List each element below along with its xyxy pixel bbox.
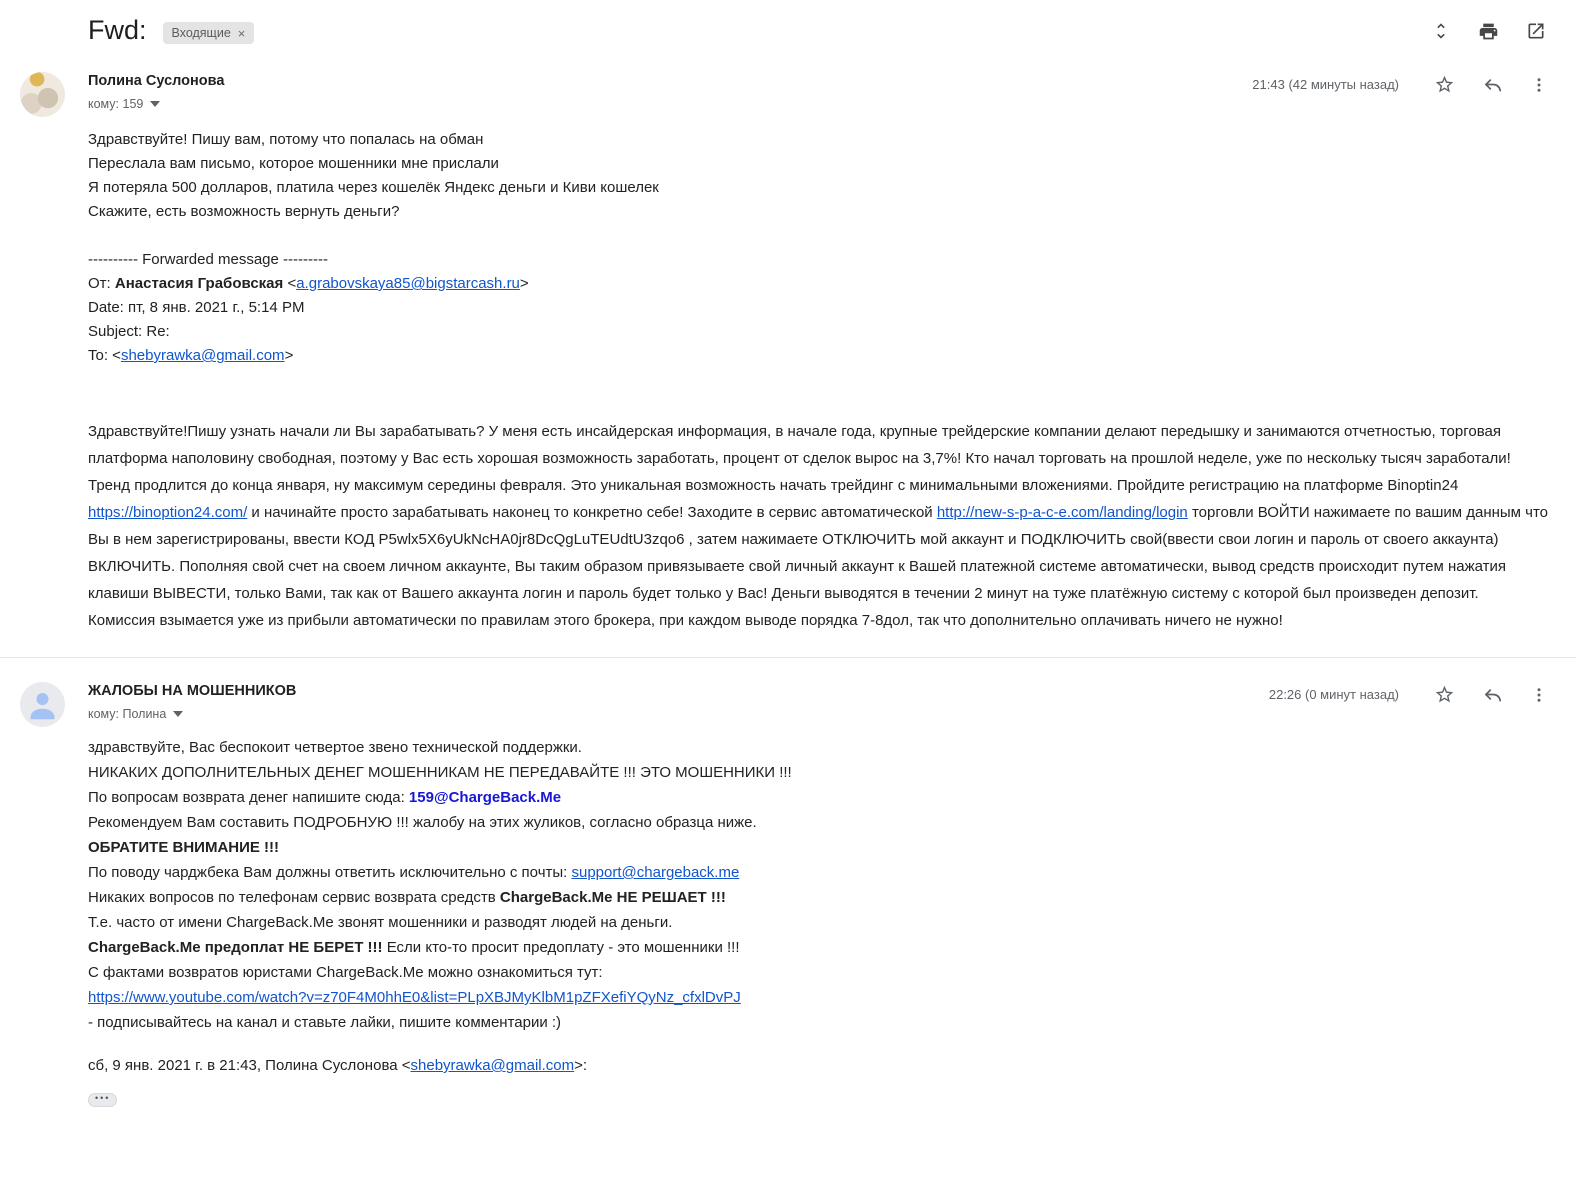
text-segment: ChargeBack.Me НЕ РЕШАЕТ !!!	[499, 889, 726, 906]
text-line	[88, 910, 1548, 935]
message-2-header	[88, 682, 1548, 721]
inline-link[interactable]: shebyrawka@gmail.com	[410, 1057, 575, 1074]
forwarded-message-body	[88, 418, 1548, 634]
message-1-actions	[1252, 74, 1548, 95]
message-1-body	[88, 128, 1548, 634]
text-line	[88, 176, 1548, 200]
sender-name: ЖАЛОБЫ НА МОШЕННИКОВ	[88, 683, 297, 699]
remove-label-icon[interactable]: ×	[237, 25, 246, 41]
show-trimmed-content-button[interactable]	[88, 1093, 117, 1107]
star-icon	[1434, 74, 1455, 95]
sender-avatar[interactable]	[20, 72, 65, 117]
text-line	[88, 272, 1548, 296]
text-segment: Здравствуйте!Пишу узнать начали ли Вы зарабатывать? У меня есть инсайдерская информация, в начале года, крупные трейдерские компании делают передышку и занимаются отчетностью, торговая платформа наполовину свободная, поэтому у Вас есть хорошая возможность заработать, процент от сделок вырос на 3,7%! Кто начал торговать на прошлой неделе, уже по нескольку тысяч заработали! Тренд продлится до конца января, ну максимум середины февраля. Это уникальная возможность начать трейдинг с минимальными вложениями. Пройдите регистрацию на платформе Binoptin24	[88, 423, 1511, 494]
text-segment: Рекомендуем Вам составить ПОДРОБНУЮ !!! жалобу на этих жуликов, согласно образца ниже.	[88, 814, 757, 831]
sender-avatar-default[interactable]	[20, 682, 65, 727]
message-1-header	[88, 72, 1548, 111]
text-segment: сб, 9 янв. 2021 г. в 21:43, Полина Суслонова <	[88, 1057, 411, 1074]
text-line	[88, 785, 1548, 810]
text-segment: Переслала вам письмо, которое мошенники мне прислали	[88, 155, 499, 172]
text-segment: 159@ChargeBack.Me	[408, 789, 562, 806]
text-line	[88, 760, 1548, 785]
text-line	[88, 128, 1548, 152]
text-segment: здравствуйте, Вас беспокоит четвертое звено технической поддержки.	[88, 739, 582, 756]
inline-link[interactable]: https://binoption24.com/	[88, 504, 248, 521]
reply-button[interactable]	[1482, 684, 1503, 705]
sender-name: Полина Суслонова	[88, 73, 225, 89]
inline-link[interactable]: a.grabovskaya85@bigstarcash.ru	[296, 275, 520, 292]
inline-link[interactable]: shebyrawka@gmail.com	[120, 347, 285, 364]
print-button[interactable]	[1478, 21, 1499, 42]
recipient-label: кому: Полина	[88, 707, 167, 721]
message-2	[0, 682, 1576, 1111]
show-details-icon[interactable]	[171, 709, 185, 719]
show-details-icon[interactable]	[148, 99, 162, 109]
trimmed-content-icon: •••	[95, 1092, 111, 1103]
text-line	[88, 296, 1548, 320]
inbox-label-text: Входящие	[171, 26, 231, 40]
timestamp: 21:43 (42 минуты назад)	[1252, 77, 1399, 92]
inline-link[interactable]: http://new-s-p-a-c-e.com/landing/login	[936, 504, 1188, 521]
message-2-text	[88, 735, 1548, 1035]
text-line	[88, 320, 1548, 344]
star-button[interactable]	[1434, 684, 1455, 705]
text-segment: ---------- Forwarded message ---------	[88, 251, 328, 268]
print-icon	[1478, 21, 1499, 42]
text-line	[88, 810, 1548, 835]
text-segment: <	[283, 275, 297, 292]
text-segment: Если кто-то просит предоплату - это мошенники !!!	[382, 939, 740, 956]
text-line	[88, 985, 1548, 1010]
text-line	[88, 860, 1548, 885]
text-segment: - подписывайтесь на канал и ставьте лайки, пишите комментарии :)	[88, 1014, 562, 1031]
text-segment: торговли ВОЙТИ нажимаете по вашим данным что Вы в нем зарегистрированы, ввести КОД P5wlx5X6yUkNcHA0jr8DcQgLuTEUdtU3zqo6 , затем нажимаете ОТКЛЮЧИТЬ мой аккаунт и ПОДКЛЮЧИТЬ свой(ввести свои логин и пароль от своего аккаунта) ВКЛЮЧИТЬ. Пополняя свой счет на своем личном аккаунте, Вы таким образом привязываете свой личный аккаунт к Вашей платежной системе автоматически, вывод средств происходит путем нажатия клавиши ВЫВЕСТИ, только Вами, так как от Вашего аккаунта логин и пароль будет только у Вас! Деньги выводятся в течении 2 минут на туже платёжную систему с которой был произведен депозит. Комиссия взымается уже из прибыли автоматически по правилам этого брокера, при каждом выводе порядка 7-8дол, так что дополнительно оплачивать ничего не нужно!	[88, 504, 1549, 629]
text-segment: От:	[88, 275, 115, 292]
text-segment: С фактами возвратов юристами ChargeBack.Me можно ознакомиться тут:	[88, 964, 603, 981]
more-options-button[interactable]	[1530, 76, 1548, 94]
text-line	[88, 152, 1548, 176]
inbox-label-chip[interactable]	[163, 22, 255, 44]
text-segment: ОБРАТИТЕ ВНИМАНИЕ !!!	[88, 839, 280, 856]
open-in-new-icon	[1526, 21, 1546, 41]
text-segment: Скажите, есть возможность вернуть деньги?	[88, 203, 400, 220]
more-vert-icon	[1530, 76, 1548, 94]
text-segment: По вопросам возврата денег напишите сюда:	[88, 789, 409, 806]
text-segment: Никаких вопросов по телефонам сервис возврата средств	[88, 889, 500, 906]
inline-link[interactable]: https://www.youtube.com/watch?v=z70F4M0hhE0&list=PLpXBJMyKlbM1pZFXefiYQyNz_cfxlDvPJ	[88, 989, 741, 1006]
text-line	[88, 885, 1548, 910]
text-line	[88, 835, 1548, 860]
text-line	[88, 960, 1548, 985]
message-1	[0, 72, 1576, 634]
text-line	[88, 935, 1548, 960]
more-options-button[interactable]	[1530, 686, 1548, 704]
message-2-body	[88, 735, 1548, 1111]
text-segment: Я потеряла 500 долларов, платила через кошелёк Яндекс деньги и Киви кошелек	[88, 179, 659, 196]
timestamp: 22:26 (0 минут назад)	[1268, 687, 1399, 702]
text-segment: Т.е. часто от имени ChargeBack.Me звонят мошенники и разводят людей на деньги.	[88, 914, 673, 931]
expand-all-button[interactable]	[1431, 21, 1451, 41]
message-1-text	[88, 128, 1548, 224]
text-segment: НИКАКИХ ДОПОЛНИТЕЛЬНЫХ ДЕНЕГ МОШЕННИКАМ НЕ ПЕРЕДАВАЙТЕ !!! ЭТО МОШЕННИКИ !!!	[88, 764, 792, 781]
recipient-label: кому: 159	[88, 97, 144, 111]
text-line	[88, 418, 1548, 634]
text-line	[88, 1054, 1548, 1078]
page-title: Fwd:	[88, 14, 147, 45]
reply-icon	[1482, 74, 1503, 95]
more-vert-icon	[1530, 686, 1548, 704]
thread-actions	[1431, 21, 1546, 42]
expand-all-icon	[1431, 21, 1451, 41]
star-button[interactable]	[1434, 74, 1455, 95]
reply-button[interactable]	[1482, 74, 1503, 95]
text-line	[88, 344, 1548, 368]
inline-link[interactable]: support@chargeback.me	[571, 864, 740, 881]
text-segment: Date: пт, 8 янв. 2021 г., 5:14 PM	[88, 299, 305, 316]
person-icon	[20, 682, 65, 727]
text-segment: По поводу чарджбека Вам должны ответить исключительно с почты:	[88, 864, 572, 881]
text-segment: >	[519, 275, 529, 292]
text-line	[88, 1010, 1548, 1035]
reply-icon	[1482, 684, 1503, 705]
text-segment: >	[284, 347, 294, 364]
text-segment: Здравствуйте! Пишу вам, потому что попалась на обман	[88, 131, 484, 148]
text-segment: ChargeBack.Me предоплат НЕ БЕРЕТ !!!	[88, 939, 383, 956]
text-segment: >:	[574, 1057, 588, 1074]
open-in-new-window-button[interactable]	[1526, 21, 1546, 41]
text-segment: и начинайте просто зарабатывать наконец то конкретно себе! Заходите в сервис автоматической	[247, 504, 937, 521]
message-divider	[0, 657, 1576, 658]
text-line	[88, 200, 1548, 224]
text-segment: Анастасия Грабовская	[114, 275, 284, 292]
text-segment: Subject: Re:	[88, 323, 170, 340]
forwarded-message-header	[88, 248, 1548, 368]
text-line	[88, 735, 1548, 760]
text-line	[88, 248, 1548, 272]
subject-header	[0, 0, 1576, 52]
message-2-actions	[1269, 684, 1548, 705]
quote-attribution	[88, 1054, 1548, 1078]
star-icon	[1434, 684, 1455, 705]
text-segment: To: <	[88, 347, 121, 364]
